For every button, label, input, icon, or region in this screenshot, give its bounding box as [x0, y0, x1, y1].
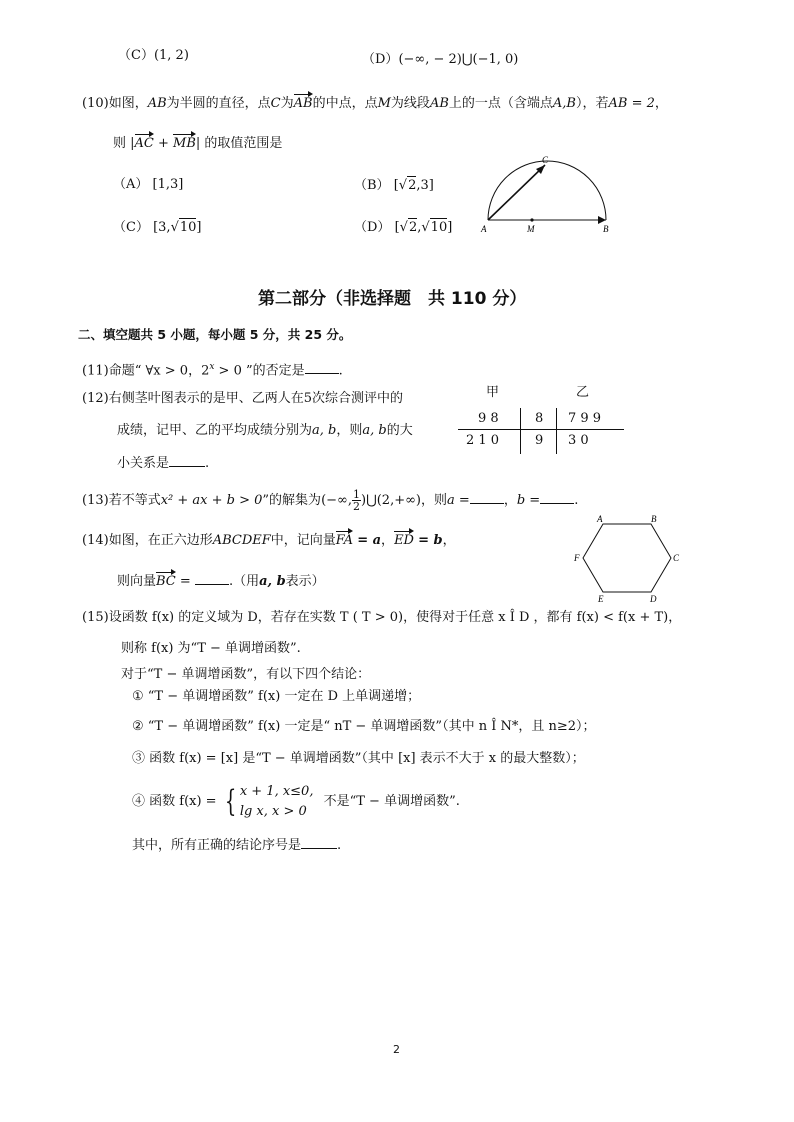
divider-left [520, 408, 521, 454]
q10-text: 的中点，点 [312, 96, 378, 111]
q14-number: (14) [82, 533, 109, 548]
q10-arc-ab: AB [293, 96, 313, 111]
answer-blank[interactable] [305, 361, 339, 374]
answer-blank[interactable] [195, 572, 229, 585]
q10-option-b-label: （B） [354, 178, 390, 193]
stem-row2: 9 [535, 433, 544, 448]
q9-option-c-value: (1, 2) [153, 48, 189, 63]
q15-conclusion-4 [132, 782, 460, 822]
q10-m: M [377, 96, 391, 111]
q13 [82, 489, 578, 512]
sqrt-radicand: 2 [408, 220, 418, 235]
q10-stem-line1 [82, 95, 668, 113]
q14-text: .（用 [228, 574, 260, 589]
q13-text: 若不等式 [108, 493, 161, 508]
label-f: F [574, 553, 580, 563]
label-e: E [598, 594, 604, 604]
fraction-half [352, 489, 361, 512]
q12-line1 [82, 390, 403, 408]
q13-set: (−∞, [321, 493, 352, 508]
q15-conclusion-2: ② “T − 单调增函数” f(x) 一定是“ nT − 单调增函数”（其中 n Î N*，且 n≥2）； [132, 719, 596, 734]
q10-text: 则 | [113, 136, 135, 151]
q14-hexagon-name: ABCDEF [212, 533, 271, 548]
answer-blank-b[interactable] [540, 491, 574, 504]
q13-text: ，则 [421, 493, 448, 508]
piecewise-cases [240, 782, 314, 822]
q10-option-c-label: （C） [113, 220, 149, 235]
piecewise-case-2: lg x, x > 0 [239, 804, 307, 819]
sqrt-radicand: 10 [179, 220, 197, 235]
q10-text: ， [654, 96, 668, 111]
header-jia: 甲 [486, 385, 500, 400]
stem-row1: 8 [535, 411, 544, 426]
q9-option-d-label: （D） [362, 52, 399, 67]
q10-option-a-value: [1,3] [152, 177, 184, 192]
divider-horizontal [458, 429, 624, 430]
q15-c4-text: 不是“T − 单调增函数”. [323, 794, 460, 809]
piecewise-brace: { [224, 784, 236, 819]
point-m [530, 218, 533, 221]
q10-text: 为 [280, 96, 294, 111]
q10-text: 为半圆的直径，点 [166, 96, 271, 111]
sqrt-radicand: 2 [408, 178, 417, 193]
q10-text: 上的一点（含端点 [448, 96, 553, 111]
q10-option-d-label: （D） [354, 220, 391, 235]
q14-text: 则向量 [117, 574, 157, 589]
q14-text: = [179, 574, 191, 589]
q11-number: (11) [82, 363, 109, 379]
q13-sep: ， [503, 493, 517, 508]
q11-text: 命题“ ∀x > 0，2 [108, 363, 210, 379]
q9-option-c-label: （C） [118, 48, 154, 63]
q13-number: (13) [82, 493, 109, 508]
q15-number: (15) [82, 610, 109, 625]
q12-number: (12) [82, 391, 109, 406]
q10-option-d: （D） [√2,√10] [354, 220, 453, 235]
leaf-yi-row2: 3 0 [568, 433, 589, 448]
q15-line2: 则称 f(x) 为“T − 单调增函数”. [121, 641, 301, 656]
q11-text: > 0 ”的否定是 [214, 363, 305, 379]
q12-text: ，则 [336, 423, 363, 438]
q14-end: ， [442, 533, 456, 548]
q15-text: 设函数 f(x) 的定义域为 D，若存在实数 T ( T > 0)，使得对于任意 x Î D ，都有 f(x) < f(x + T)， [108, 610, 682, 625]
label-d: D [650, 594, 657, 604]
arrow-head-b [598, 216, 606, 224]
q14-ab: a, b [259, 574, 286, 589]
page-number: 2 [393, 1043, 400, 1056]
q10-option-b: （B） [√2,3] [354, 178, 434, 193]
q12-text: 的大 [386, 423, 413, 438]
q10-text: 如图， [108, 96, 148, 111]
q13-text: ”的解集为 [262, 493, 322, 508]
q14-text: 如图，在正六边形 [108, 533, 213, 548]
q11-sup: x [209, 362, 215, 372]
q10-option-c: （C） [3,√10] [113, 220, 202, 235]
q10-ab-2: AB [429, 96, 449, 111]
q14-line2 [117, 572, 325, 591]
q15-line1 [82, 609, 681, 627]
divider-right [556, 408, 557, 454]
q14-text: 中，记向量 [270, 533, 336, 548]
label-a: A [481, 224, 487, 234]
label-b: B [651, 514, 657, 524]
answer-blank[interactable] [169, 454, 205, 467]
label-b: B [603, 224, 609, 234]
q12-ab-2: a, b [362, 423, 387, 438]
q9-option-c [118, 47, 189, 65]
label-c: C [673, 553, 680, 563]
label-c: C [542, 155, 549, 165]
stem-leaf-plot [458, 384, 624, 456]
q13-b-eq: b = [516, 493, 541, 508]
q12-text: 小关系是 [117, 456, 170, 471]
q12-text: 成绩，记甲、乙的平均成绩分别为 [117, 423, 313, 438]
q10-ends: A,B [552, 96, 576, 111]
q12-line2 [117, 422, 413, 440]
label-a: A [597, 514, 603, 524]
q15-conclusion-3: ③ 函数 f(x) = [x] 是“T − 单调增函数”（其中 [x] 表示不大于 x 的最大整数）； [132, 751, 585, 766]
label-m: M [527, 224, 535, 234]
header-yi: 乙 [576, 385, 590, 400]
q10-text: ,3] [416, 178, 434, 193]
leaf-jia-row1: 9 8 [478, 411, 499, 426]
q10-text: [ [394, 220, 400, 235]
q13-set: )⋃(2,+∞) [361, 493, 422, 508]
answer-blank-a[interactable] [470, 491, 504, 504]
q12-line3 [117, 454, 209, 473]
q10-text: ] [196, 220, 202, 235]
q13-end: . [574, 493, 579, 508]
q9-option-d-value: (−∞, − 2)⋃(−1, 0) [398, 52, 519, 67]
q12-text: 右侧茎叶图表示的是甲、乙两人在5次综合测评中的 [108, 391, 403, 406]
q14-eq-b: = b [418, 533, 443, 548]
leaf-jia-row2: 2 1 0 [466, 433, 500, 448]
sqrt-radicand: 10 [430, 220, 448, 235]
q9-option-d [362, 51, 518, 69]
vector-bc: BC [156, 574, 176, 589]
q14-text: 表示） [285, 574, 325, 589]
q15-c4-text: ④ 函数 f(x) = [132, 794, 217, 809]
vector-ac: AC [134, 136, 154, 151]
q10-text: , [417, 220, 422, 235]
hexagon-shape [583, 524, 671, 592]
semicircle-figure [478, 150, 618, 240]
vector-fa: FA [335, 533, 354, 548]
q15-line3: 对于“T − 单调增函数”，有以下四个结论： [121, 667, 371, 682]
q12-ab: a, b [312, 423, 337, 438]
q10-condition: AB = 2 [608, 96, 655, 111]
q10-text: ] [447, 220, 453, 235]
fraction-denominator: 2 [353, 500, 360, 513]
fraction-numerator: 1 [353, 488, 360, 501]
q10-text: 为线段 [390, 96, 430, 111]
q12-end: . [205, 456, 210, 471]
q10-ab: AB [147, 96, 167, 111]
semicircle-arc [488, 161, 606, 220]
q10-option-a [113, 176, 183, 194]
q14-line1 [82, 532, 456, 550]
q15-text: 其中，所有正确的结论序号是 [132, 838, 302, 853]
q15-conclusion-1: ① “T − 单调增函数” f(x) 一定在 D 上单调递增； [132, 689, 421, 704]
q11-end: . [338, 363, 343, 379]
leaf-yi-row1: 7 9 9 [568, 411, 602, 426]
segment-ac [488, 165, 545, 220]
q10-c: C [270, 96, 281, 111]
q10-text: | 的取值范围是 [195, 136, 283, 151]
q14-sep: ， [381, 533, 395, 548]
q10-plus: + [158, 136, 169, 151]
hexagon-figure [570, 512, 690, 604]
q10-text: [3, [153, 220, 171, 235]
vector-mb: MB [173, 136, 196, 151]
q13-inequality: x² + ax + b > 0 [160, 493, 263, 508]
vector-ed: ED [394, 533, 414, 548]
part-two-title: 第二部分（非选择题 共 110 分） [258, 289, 527, 309]
answer-blank[interactable] [301, 836, 337, 849]
q11 [82, 358, 343, 380]
section-heading-fill-in: 二、填空题共 5 小题，每小题 5 分，共 25 分。 [78, 327, 352, 342]
q10-option-a-label: （A） [113, 177, 149, 192]
piecewise-case-1: x + 1, x≤0, [239, 784, 314, 799]
q10-stem-line2 [113, 135, 282, 153]
q10-text: [ [393, 178, 399, 193]
q15-last-line [132, 836, 341, 855]
q10-text: ），若 [575, 96, 609, 111]
q10-number: (10) [82, 96, 109, 111]
q14-eq-a: = a [357, 533, 382, 548]
q15-end: . [337, 838, 342, 853]
q13-a-eq: a = [447, 493, 470, 508]
